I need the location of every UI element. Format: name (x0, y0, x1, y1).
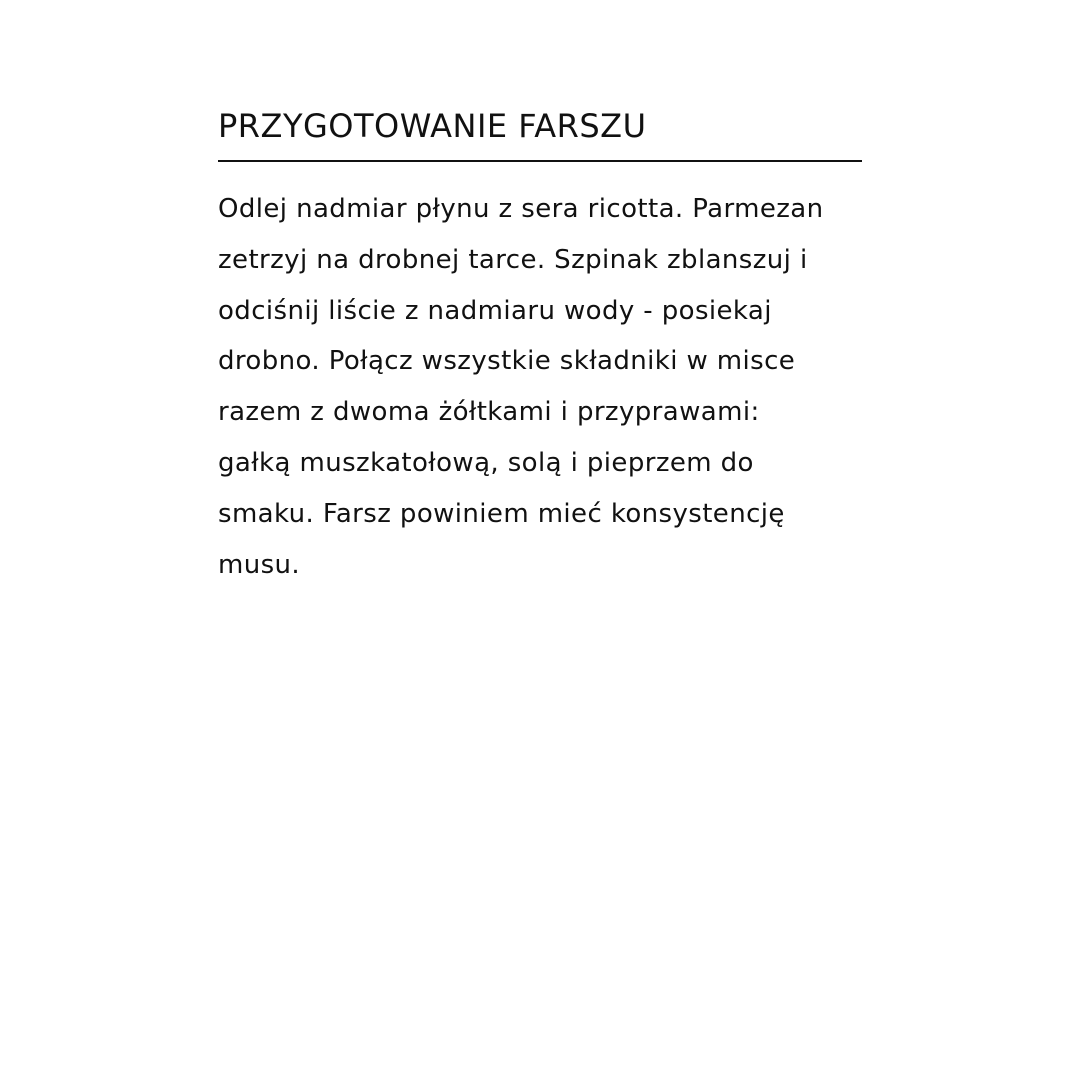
instructions-line: razem z dwoma żółtkami i przyprawami: (218, 397, 760, 428)
instructions-line: drobno. Połącz wszystkie składniki w misce (218, 346, 796, 377)
instructions-line: gałką muszkatołową, solą i pieprzem do (218, 447, 754, 478)
instructions-line: odciśnij liście z nadmiaru wody - posiekaj (218, 295, 772, 326)
instructions-text (218, 184, 862, 590)
instructions-line: zetrzyj na drobnej tarce. Szpinak zblanszuj i (218, 244, 808, 275)
recipe-section (218, 104, 862, 590)
instructions-line: smaku. Farsz powiniem mieć konsystencję (218, 498, 785, 529)
heading-underline (218, 160, 862, 162)
section-heading: PRZYGOTOWANIE FARSZU (218, 107, 647, 145)
instructions-line: Odlej nadmiar płynu z sera ricotta. Parmezan (218, 194, 824, 224)
instructions-line: musu. (218, 549, 301, 580)
